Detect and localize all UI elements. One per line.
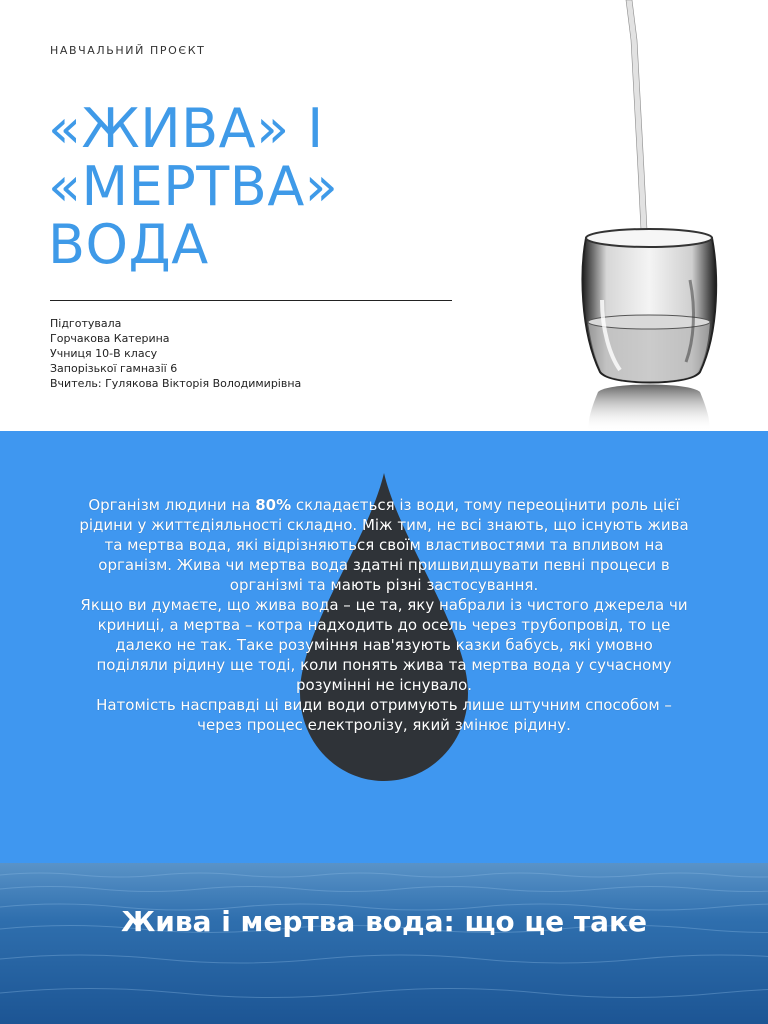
credit-line: Учниця 10-В класу [50,347,158,360]
title-line-3: ВОДА [48,213,209,276]
credit-line: Вчитель: Гулякова Вікторія Володимирівна [50,377,302,390]
cover-header [0,0,768,431]
credit-line: Підготувала [50,317,122,330]
credit-line: Горчакова Катерина [50,332,170,345]
intro-text [78,495,690,735]
page-title [48,97,468,276]
highlight-percent: 80% [255,496,292,514]
credit-line: Запорізької гамназії 6 [50,362,178,375]
title-line-1: «ЖИВА» І [48,97,324,160]
intro-paragraph-2: Якщо ви думаєте, що жива вода – це та, яку набрали із чистого джерела чи криниці, а мертва – котра надходить до осель через трубопровід, то це далеко не так. Таке розуміння нав'язують казки бабусь, які умовно поділяли рідину ще тоді, коли понять жива та мертва вода у сучасному розумінні не існувало. [80,596,688,694]
title-line-2: «МЕРТВА» [48,155,339,218]
sea-banner [0,863,768,1024]
sea-background [0,863,768,1024]
water-glass-icon [540,0,768,431]
credits-block [50,316,301,391]
intro-paragraph-3: Натомість насправді ці види води отримують лише штучним способом – через процес електролізу, який змінює рідину. [96,696,672,734]
intro-paragraph-1: Організм людини на 80% складається із води, тому переоцінити роль цієї рідини у життєдіяльності складно. Між тим, не всі знають, що існують жива та мертва вода, які відрізняються своїм властивостями та впливом на організм. Жива чи мертва вода здатні пришвидшувати певні процеси в організмі та мають різні застосування. [79,496,689,594]
divider [50,300,452,301]
intro-band [0,431,768,863]
kicker-label: НАВЧАЛЬНИЙ ПРОЄКТ [50,44,206,57]
section-title: Жива і мертва вода: що це таке [120,905,648,938]
